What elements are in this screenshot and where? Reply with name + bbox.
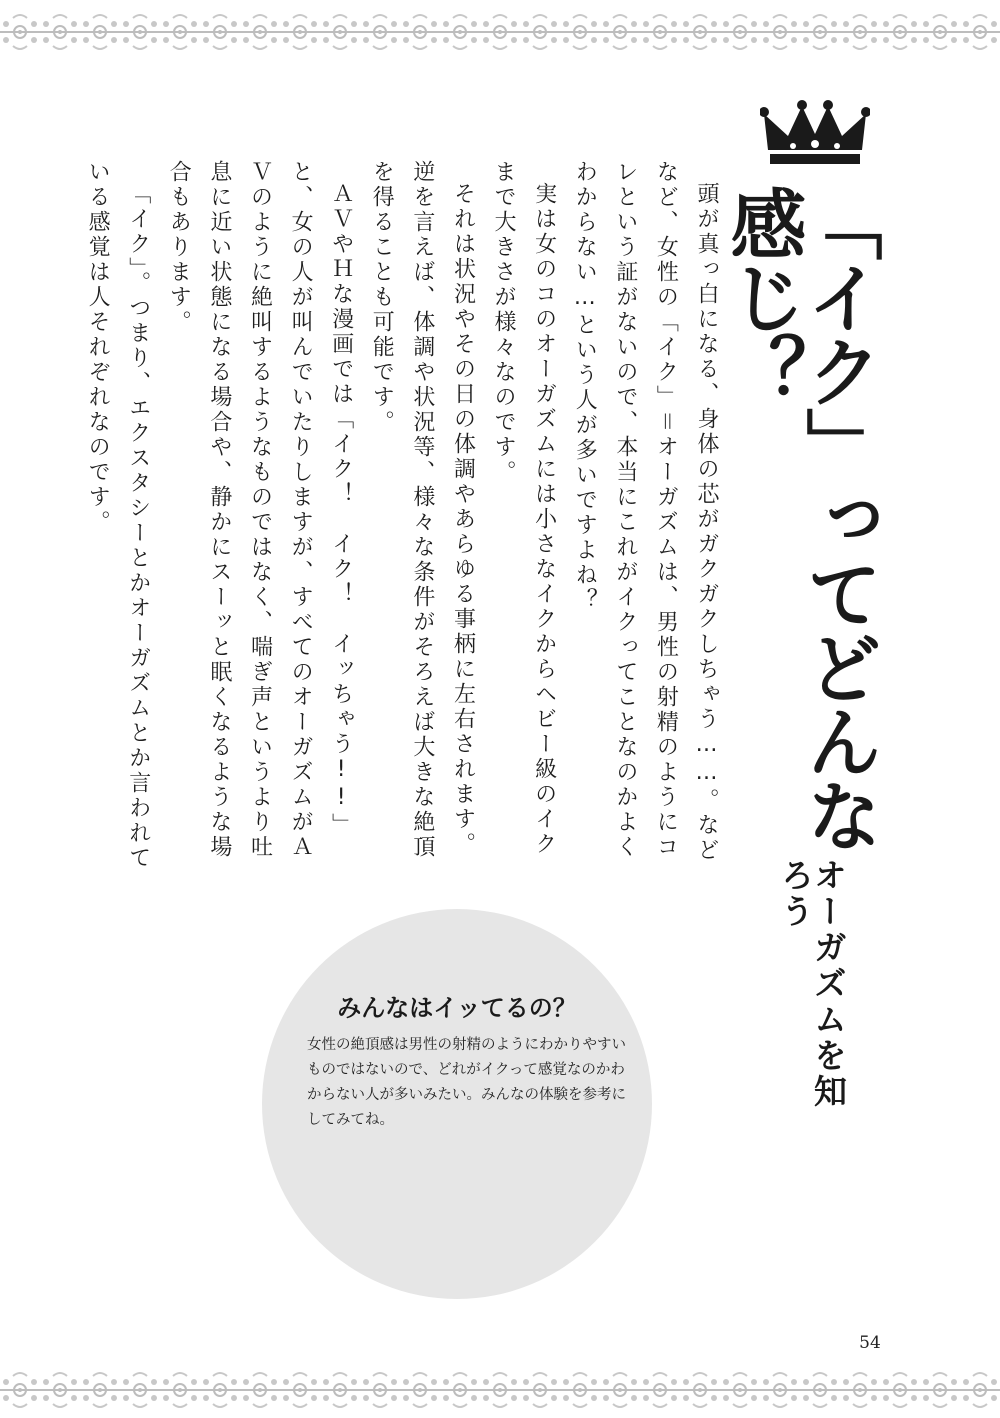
bubble-title: みんなはイッてるの？ [337, 994, 577, 1022]
crown-icon [760, 100, 870, 168]
page-number: 54 [859, 1333, 881, 1353]
body-paragraph: 頭が真っ白になる、身体の芯がガクガクしちゃう……。などなど、女性の「イク」＝オーガズムは、男性の射精のようにコレという証がないので、本当にこれがイクってことなのかよくわからない…という人が多いですよね？ [572, 160, 719, 863]
body-paragraph: 実は女のコのオーガズムには小さなイクからヘビー級のイクまで大きさが様々なのです。 [491, 160, 557, 857]
bubble-text: 女性の絶頂感は男性の射精のようにわかりやすいものではないので、どれがイクって感覚なのかわからない人が多いみたい。みんなの体験を参考にしてみてね。 [307, 1037, 626, 1128]
body-text [85, 160, 726, 880]
bottom-lace-border [0, 1368, 1000, 1412]
top-lace-border [0, 10, 1000, 54]
title-block [718, 100, 888, 860]
body-paragraph: ＡＶやＨな漫画では「イク！ イク！ イッちゃう!!」と、女の人が叫んでいたりしますが、すべてのオーガズムがＡＶのように絶叫するようなものではなく、喘ぎ声というより吐息に近い状態になる場合や、静かにスーッと眠くなるような場合もあります。 [166, 160, 354, 860]
page-subtitle: オーガズムを知ろう [776, 858, 848, 1110]
body-paragraph: それは状況やその日の体調やあらゆる事柄に左右されます。逆を言えば、体調や状況等、様々な条件がそろえば大きな絶頂を得ることも可能です。 [369, 160, 476, 860]
body-paragraph: 「イク」。つまり、エクスタシーとかオーガズムとか言われている感覚は人それぞれなのです。 [85, 160, 151, 871]
page-title: 「イク」ってどんな感じ？ [718, 185, 883, 851]
info-bubble [262, 909, 652, 1299]
